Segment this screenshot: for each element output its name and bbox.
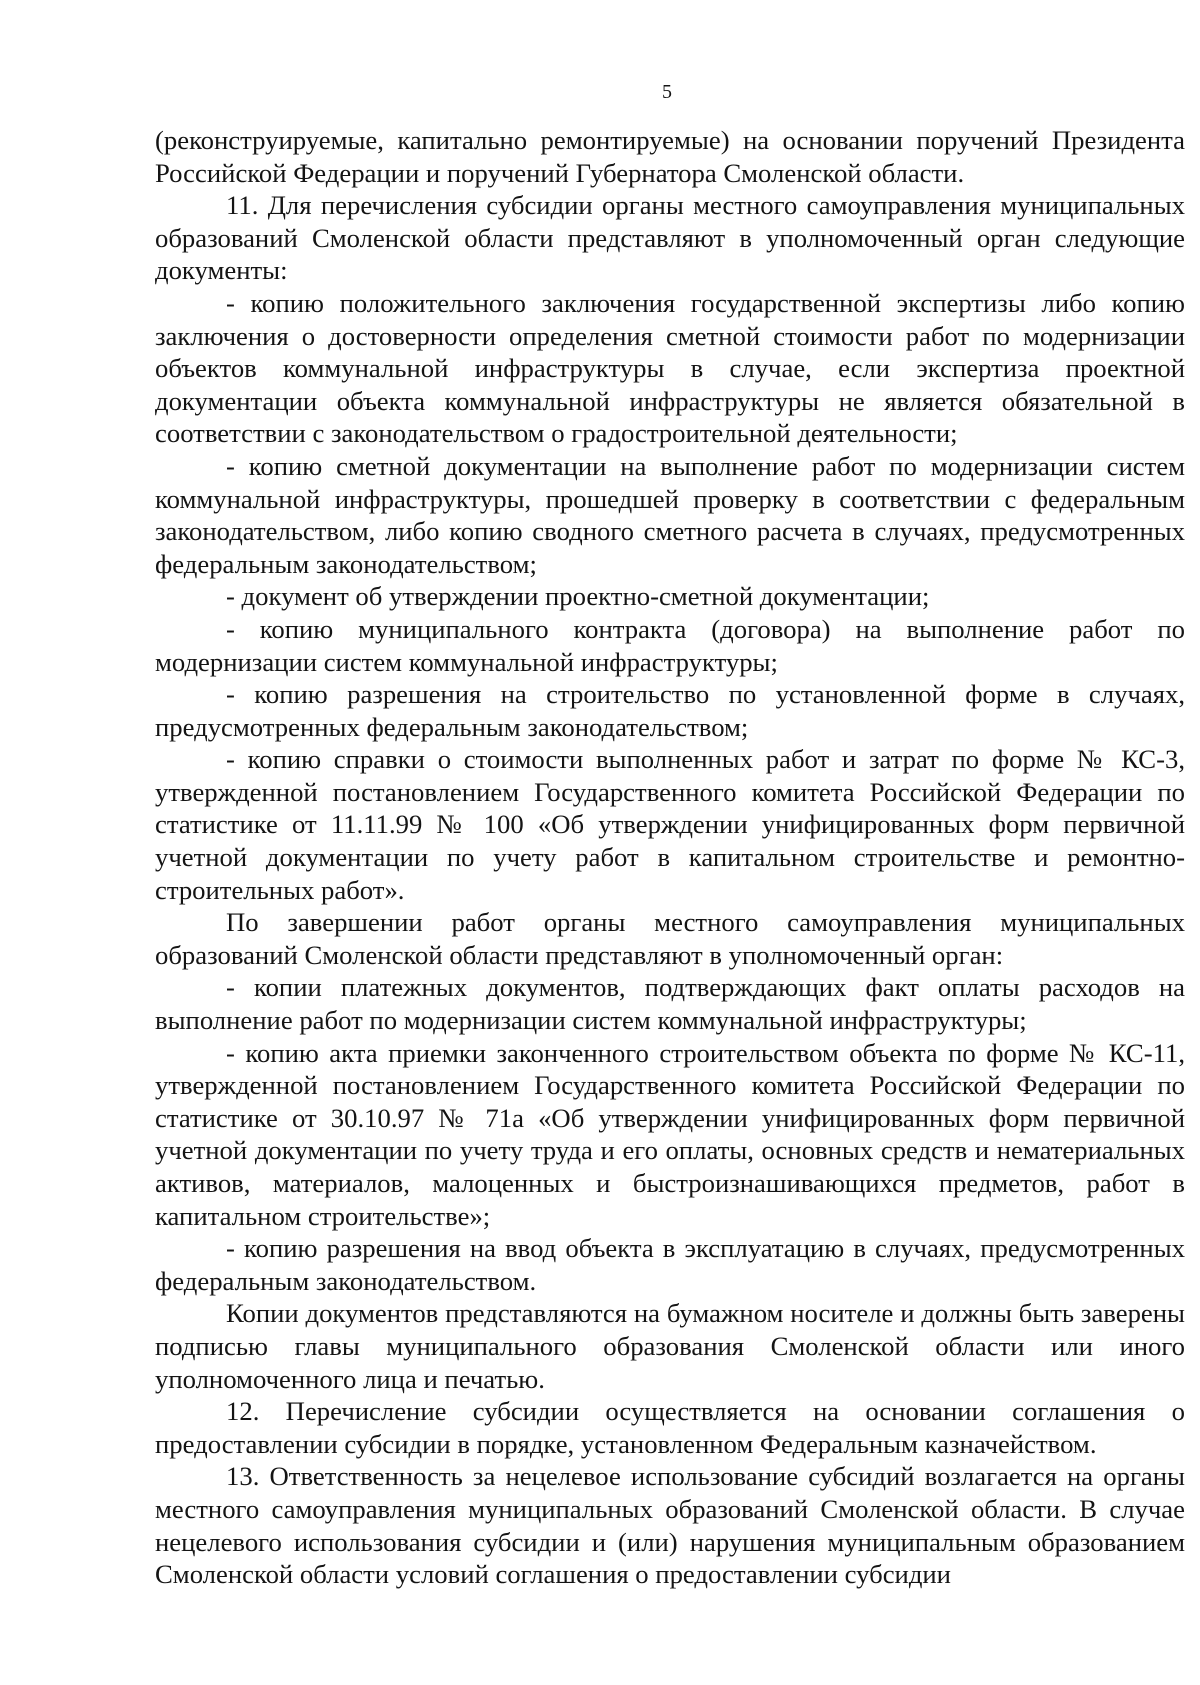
list-item-estimate-documentation: - копию сметной документации на выполнение работ по модернизации систем коммунальной инфраструктуры, прошедшей проверку в соответствии с федеральным законодательством, либо копию сводного сметного расчета в случаях, предусмотренных федеральным законодательством; [155, 450, 1185, 579]
list-item-payment-documents: - копии платежных документов, подтверждающих факт оплаты расходов на выполнение работ по модернизации систем коммунальной инфраструктуры; [155, 972, 1185, 1036]
list-item-ks3-certificate: - копию справки о стоимости выполненных работ и затрат по форме № КС-3, утвержденной постановлением Государственного комитета Российской Федерации по статистике от 11.11.99 № 100 «Об утверждении унифицированных форм первичной учетной документации по учету работ в капитальном строительстве и ремонтно-строительных работ». [155, 744, 1185, 905]
paragraph-continuation: (реконструируемые, капитально ремонтируемые) на основании поручений Президента Российской Федерации и поручений Губернатора Смоленской области. [155, 125, 1185, 188]
document-body [155, 124, 1185, 1591]
paragraph-item-11: 11. Для перечисления субсидии органы местного самоуправления муниципальных образований Смоленской области представляют в уполномоченный орган следующие документы: [155, 190, 1185, 286]
list-item-municipal-contract: - копию муниципального контракта (договора) на выполнение работ по модернизации систем коммунальной инфраструктуры; [155, 613, 1185, 677]
paragraph-item-13: 13. Ответственность за нецелевое использование субсидий возлагается на органы местного самоуправления муниципальных образований Смоленской области. В случае нецелевого использования субсидии и (или) нарушения муниципальным образованием Смоленской области условий соглашения о предоставлении субсидии [155, 1461, 1185, 1590]
paragraph-completion-documents: По завершении работ органы местного самоуправления муниципальных образований Смоленской области представляют в уполномоченный орган: [155, 907, 1185, 970]
list-item-approval-document: - документ об утверждении проектно-сметной документации; [226, 581, 930, 612]
paragraph-document-copies: Копии документов представляются на бумажном носителе и должны быть заверены подписью главы муниципального образования Смоленской области или иного уполномоченного лица и печатью. [155, 1298, 1185, 1394]
paragraph-item-12: 12. Перечисление субсидии осуществляется на основании соглашения о предоставлении субсидии в порядке, установленном Федеральным казначейством. [155, 1396, 1185, 1459]
list-item-construction-permit: - копию разрешения на строительство по установленной форме в случаях, предусмотренных федеральным законодательством; [155, 679, 1185, 742]
list-item-commissioning-permit: - копию разрешения на ввод объекта в эксплуатацию в случаях, предусмотренных федеральным законодательством. [155, 1233, 1185, 1296]
list-item-expertise-copy: - копию положительного заключения государственной экспертизы либо копию заключения о достоверности определения сметной стоимости работ по модернизации объектов коммунальной инфраструктуры в случае, если экспертиза проектной документации объекта коммунальной инфраструктуры не является обязательной в соответствии с законодательством о градостроительной деятельности; [155, 287, 1185, 449]
list-item-ks11-act: - копию акта приемки законченного строительством объекта по форме № КС-11, утвержденной постановлением Государственного комитета Российской Федерации по статистике от 30.10.97 № 71а «Об утверждении унифицированных форм первичной учетной документации по учету труда и его оплаты, основных средств и нематериальных активов, материалов, малоценных и быстроизнашивающихся предметов, работ в капитальном строительстве»; [155, 1037, 1185, 1231]
page-number: 5 [662, 81, 672, 103]
